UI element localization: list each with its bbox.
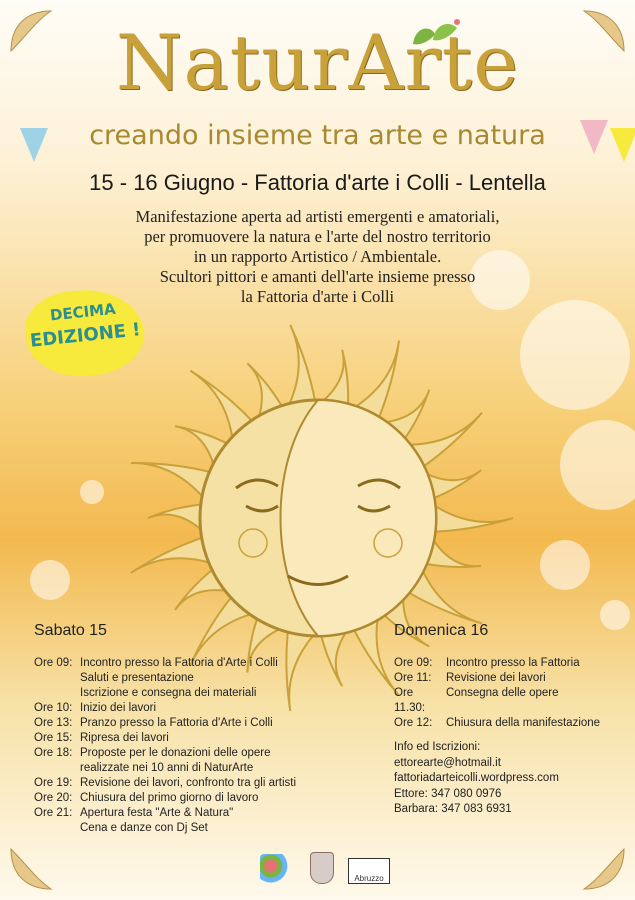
bokeh-circle [600,600,630,630]
schedule-text: Incontro presso la Fattoria [446,657,580,669]
abruzzo-logo-text: Abruzzo [354,874,384,883]
info-block [394,740,559,818]
schedule-text: Inizio dei lavori [80,702,157,714]
sun-ray [131,537,212,573]
municipality-crest-icon [310,852,334,884]
abruzzo-logo [348,858,390,884]
intro-line: in un rapporto Artistico / Ambientale. [193,247,442,266]
corner-leaf-icon [6,844,56,894]
sun-ray [288,325,315,407]
info-contact: Barbara: 347 083 6931 [394,803,512,815]
schedule-text: Saluti e presentazione [80,672,194,684]
schedule-row [34,671,344,686]
sun-ray [321,350,349,407]
schedule-time: Ore 10: [34,702,73,714]
schedule-row [34,776,344,791]
schedule-text: Pranzo presso la Fattoria d'Arte i Colli [80,717,273,729]
schedule-time: Ore 18: [34,747,73,759]
sunday-schedule [394,656,624,731]
schedule-row [34,791,344,806]
schedule-text: Revisione dei lavori [446,672,546,684]
info-email[interactable]: ettorearte@hotmail.it [394,756,501,769]
saturday-heading: Sabato 15 [34,622,107,639]
schedule-text: Revisione dei lavori, confronto tra gli artisti [80,777,297,789]
bokeh-circle [520,300,630,410]
schedule-time: Ore 21: [34,807,73,819]
saturday-schedule [34,656,344,836]
schedule-time: Ore 11: [394,672,432,684]
schedule-row [34,656,344,671]
poster-subtitle: creando insieme tra arte e natura [89,120,546,151]
schedule-time: Ore 11.30: [394,687,426,714]
sponsor-logos [260,852,390,884]
poster-title: NaturArte [115,18,520,107]
schedule-row [394,671,624,686]
bokeh-circle [80,480,104,504]
intro-line: per promuovere la natura e l'arte del nostro territorio [144,227,491,246]
intro-text [60,207,575,307]
schedule-row [394,686,624,716]
badge-line-1: DECIMA [49,299,117,325]
bokeh-circle [560,420,635,510]
sunday-heading: Domenica 16 [394,622,489,639]
schedule-time: Ore 15: [34,732,73,744]
badge-line-2: EDIZIONE ! [29,319,142,352]
schedule-time: Ore 13: [34,717,73,729]
sun-ray [432,504,513,532]
schedule-text: Ripresa dei lavori [80,732,169,744]
schedule-row [34,701,344,716]
info-contact: Ettore: 347 080 0976 [394,787,502,800]
schedule-row [34,716,344,731]
event-dates: 15 - 16 Giugno - Fattoria d'arte i Colli - Lentella [89,170,546,195]
schedule-text: Proposte per le donazioni delle opere [80,747,271,759]
schedule-time: Ore 12: [394,717,433,729]
schedule-text: Consegna delle opere [446,687,559,699]
bokeh-circle [540,540,590,590]
schedule-time: Ore 09: [34,657,73,669]
schedule-row [34,731,344,746]
schedule-text: Chiusura del primo giorno di lavoro [80,792,259,804]
intro-line: Scultori pittori e amanti dell'arte insieme presso [159,267,476,286]
sponsor-logo-icon [260,854,296,884]
corner-leaf-icon [579,844,629,894]
schedule-time: Ore 19: [34,777,73,789]
schedule-row [34,686,344,701]
info-website[interactable]: fattoriadarteicolli.wordpress.com [394,772,559,784]
schedule-time: Ore 20: [34,792,73,804]
schedule-time: Ore 09: [394,657,433,669]
schedule-text: Apertura festa "Arte & Natura" [80,807,234,819]
schedule-row [394,656,624,671]
schedule-text: Iscrizione e consegna dei materiali [80,687,257,699]
sun-ray [148,504,204,532]
schedule-row [34,806,344,821]
schedule-text: Incontro presso la Fattoria d'Arte i Colli [80,657,278,669]
schedule-text: Chiusura della manifestazione [446,717,601,729]
schedule-row [34,821,344,836]
schedule-row [34,746,344,761]
bokeh-circle [30,560,70,600]
schedule-text: Cena e danze con Dj Set [80,822,208,834]
intro-line: la Fattoria d'arte i Colli [240,287,395,306]
schedule-row [394,716,624,731]
schedule-text: realizzate nei 10 anni di NaturArte [80,762,254,774]
schedule-row [34,761,344,776]
info-heading: Info ed Iscrizioni: [394,741,481,753]
sun-ray [131,463,212,499]
intro-line: Manifestazione aperta ad artisti emergenti e amatoriali, [135,207,500,226]
